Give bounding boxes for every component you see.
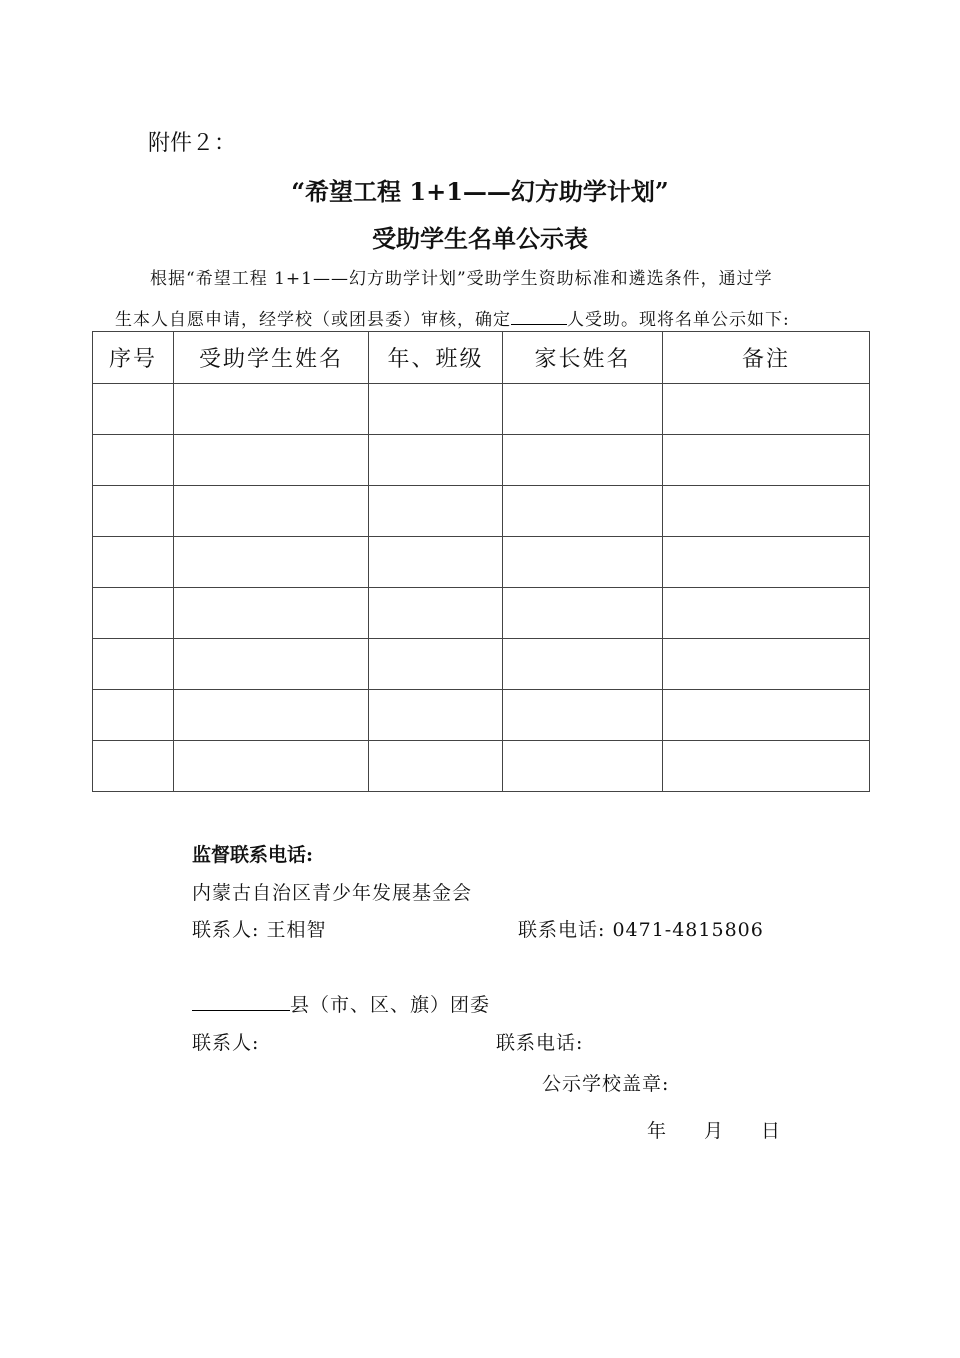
header-index: 序号 [93, 332, 174, 384]
table-cell [663, 537, 870, 588]
intro-line-2-after: 人受助。现将名单公示如下: [567, 310, 790, 330]
county-label: 县（市、区、旗）团委 [290, 994, 491, 1016]
county-phone: 联系电话: [496, 1032, 584, 1054]
intro-line-1: 根据“希望工程 1+1——幻方助学计划”受助学生资助标准和遴选条件，通过学 [150, 269, 773, 289]
table-cell [663, 588, 870, 639]
county-line [192, 990, 490, 1017]
title-line-1: “希望工程 1+1——幻方助学计划” [291, 177, 669, 206]
table-cell [93, 588, 174, 639]
table-cell [369, 588, 503, 639]
table-row [93, 537, 870, 588]
supervision-title: 监督联系电话: [192, 844, 314, 866]
table-cell [503, 435, 663, 486]
county-blank [192, 990, 290, 1011]
table-cell [174, 486, 369, 537]
table-cell [369, 537, 503, 588]
header-grade-class: 年、班级 [369, 332, 503, 384]
title-line-2: 受助学生名单公示表 [372, 224, 588, 253]
table-cell [369, 690, 503, 741]
table-header-row [93, 332, 870, 384]
table-row [93, 690, 870, 741]
header-student-name: 受助学生姓名 [174, 332, 369, 384]
table-cell [174, 384, 369, 435]
intro-line-2-before: 生本人自愿申请，经学校（或团县委）审核，确定 [115, 310, 511, 330]
table-cell [174, 690, 369, 741]
table-cell [663, 639, 870, 690]
table-cell [174, 741, 369, 792]
table-row [93, 639, 870, 690]
table-cell [503, 588, 663, 639]
table-cell [663, 741, 870, 792]
supervision-org: 内蒙古自治区青少年发展基金会 [192, 882, 473, 904]
table-cell [174, 435, 369, 486]
county-contact: 联系人: [192, 1032, 260, 1054]
header-parent-name: 家长姓名 [503, 332, 663, 384]
table-row [93, 435, 870, 486]
contact-phone: 联系电话: 0471-4815806 [518, 919, 764, 941]
contact-person: 联系人: 王相智 [192, 919, 327, 941]
date-day: 日 [761, 1120, 782, 1142]
table-cell [93, 384, 174, 435]
school-seal: 公示学校盖章: [542, 1073, 670, 1095]
table-body [93, 384, 870, 792]
table-cell [503, 741, 663, 792]
table-row [93, 741, 870, 792]
date-month: 月 [704, 1120, 725, 1142]
table-cell [503, 384, 663, 435]
table-cell [503, 639, 663, 690]
table-cell [663, 690, 870, 741]
table-cell [93, 537, 174, 588]
table-row [93, 588, 870, 639]
date-year: 年 [647, 1120, 668, 1142]
table-row [93, 384, 870, 435]
table-cell [174, 639, 369, 690]
table-cell [174, 588, 369, 639]
roster-table [92, 331, 870, 792]
intro-line-2 [115, 305, 790, 330]
table-cell [93, 741, 174, 792]
table-cell [93, 486, 174, 537]
table-cell [369, 486, 503, 537]
table-cell [93, 690, 174, 741]
attachment-label: 附件２： [148, 131, 237, 156]
table-cell [503, 486, 663, 537]
table-cell [503, 690, 663, 741]
count-blank [511, 306, 567, 325]
table-cell [93, 639, 174, 690]
table-cell [93, 435, 174, 486]
table-cell [369, 384, 503, 435]
table-cell [663, 384, 870, 435]
header-remarks: 备注 [663, 332, 870, 384]
table-cell [369, 435, 503, 486]
table-cell [369, 741, 503, 792]
table-row [93, 486, 870, 537]
table-cell [369, 639, 503, 690]
table-cell [174, 537, 369, 588]
table-cell [663, 486, 870, 537]
table-cell [663, 435, 870, 486]
table-cell [503, 537, 663, 588]
